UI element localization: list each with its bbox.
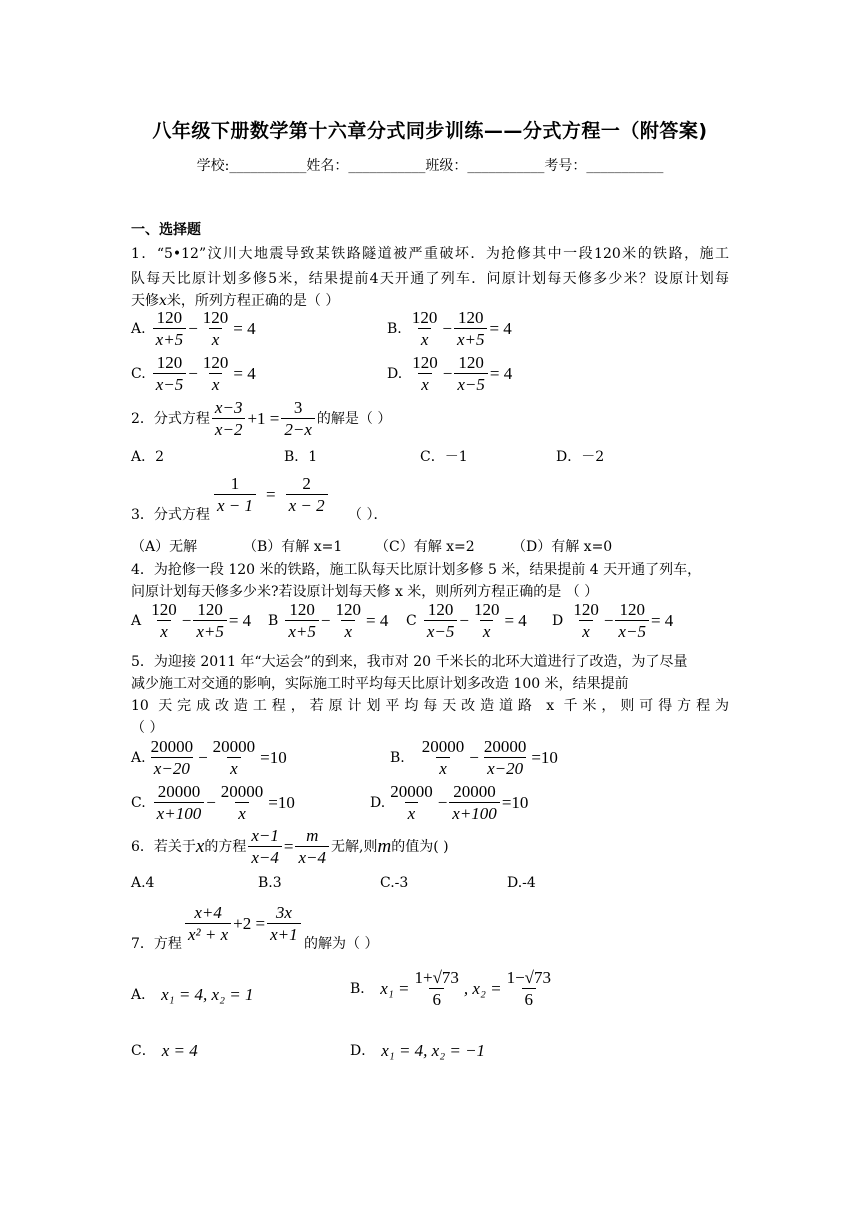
q4-line2: 问原计划每天修多少米?若设原计划每天修 x 米，则所列方程正确的是 （ ） xyxy=(131,584,599,600)
q3-equation: $\frac{1}{x - 1}$ = $\frac{2}{x - 2}$ xyxy=(212,474,330,515)
q2-stem: 2．分式方程 $\frac{x-3}{x-2}$ +1 = $\frac{3}{2-x}$ 的解是（ ） xyxy=(131,398,392,439)
q4-option-d[interactable]: D $\frac{120}{x}$ − $\frac{120}{x-5}$ = 4 xyxy=(552,600,674,641)
q2-option-d[interactable]: D．－2 xyxy=(556,449,605,465)
section-heading: 一、选择题 xyxy=(131,222,201,238)
q1-line3: 天修x米，所列方程正确的是（ ） xyxy=(131,293,340,309)
q5-option-a[interactable]: A. $\frac{20000}{x-20}$ − $\frac{20000}{x}$ =10 xyxy=(131,737,287,778)
q6-option-b[interactable]: B.3 xyxy=(258,875,282,891)
q7-option-a[interactable]: A． x₁ = 4, x₂ = 1 xyxy=(131,984,254,1004)
q5-line4: （ ） xyxy=(131,720,164,736)
q7-option-c[interactable]: C． x = 4 xyxy=(131,1040,198,1060)
q6-option-d[interactable]: D.-4 xyxy=(507,875,536,891)
student-info-line: 学校:___________姓名：___________班级：___________考号：___________ xyxy=(196,158,664,174)
q6-stem: 6．若关于x的方程 $\frac{x-1}{x-4}$ = $\frac{m}{x-4}$ 无解,则m的值为( ) xyxy=(131,826,449,867)
q5-line3: 10 天完成改造工程，若原计划平均每天改造道路 x 千米，则可得方程为 xyxy=(131,698,729,714)
q3-option-d[interactable]: （D）有解 x=0 xyxy=(512,539,613,555)
q5-line2: 减少施工对交通的影响，实际施工时平均每天比原计划多改造 100 米，结果提前 xyxy=(131,676,629,692)
q1-option-b[interactable]: B. $\frac{120}{x}$ − $\frac{120}{x+5}$ = 4 xyxy=(387,308,512,349)
q4-option-b[interactable]: B $\frac{120}{x+5}$ − $\frac{120}{x}$ = 4 xyxy=(268,600,389,641)
q1-option-a[interactable]: A. $\frac{120}{x+5}$ − $\frac{120}{x}$ = 4 xyxy=(131,308,256,349)
q1-line2: 队每天比原计划多修5米，结果提前4天开通了列车．问原计划每天修多少米？设原计划每 xyxy=(131,271,729,287)
q4-line1: 4．为抢修一段 120 米的铁路，施工队每天比原计划多修 5 米，结果提前 4 天开通了列车， xyxy=(131,562,702,578)
q3-prefix: 3．分式方程 xyxy=(131,507,210,523)
q3-option-c[interactable]: （C）有解 x=2 xyxy=(375,539,475,555)
q7-option-d[interactable]: D． x₁ = 4, x₂ = −1 xyxy=(350,1040,486,1060)
q7-prefix: 7．方程 xyxy=(131,936,182,952)
q6-option-a[interactable]: A.4 xyxy=(131,875,155,891)
q6-option-c[interactable]: C.-3 xyxy=(380,875,409,891)
q2-option-a[interactable]: A．2 xyxy=(131,449,165,465)
q5-option-d[interactable]: D. $\frac{20000}{x}$ − $\frac{20000}{x+100}$ =10 xyxy=(370,782,529,823)
q3-suffix: （ ）． xyxy=(348,507,388,523)
q7-suffix: 的解为（ ） xyxy=(304,936,379,952)
q1-option-c[interactable]: C. $\frac{120}{x-5}$ − $\frac{120}{x}$ = 4 xyxy=(131,353,256,394)
q3-option-b[interactable]: （B）有解 x=1 xyxy=(243,539,343,555)
q2-option-c[interactable]: C．－1 xyxy=(420,449,468,465)
q4-option-a[interactable]: A $\frac{120}{x}$ − $\frac{120}{x+5}$ = 4 xyxy=(131,600,252,641)
q4-option-c[interactable]: C $\frac{120}{x-5}$ − $\frac{120}{x}$ = 4 xyxy=(406,600,527,641)
q5-option-b[interactable]: B. $\frac{20000}{x}$ − $\frac{20000}{x-20}$ =10 xyxy=(390,737,558,778)
q7-option-b[interactable]: B． x₁ = $\frac{1+√73}{6}$ , x₂ = $\frac{1-√73}{6}$ xyxy=(350,968,552,1009)
q5-line1: 5．为迎接 2011 年“大运会”的到来，我市对 20 千米长的北环大道进行了改造，为了尽量 xyxy=(131,654,688,670)
q3-option-a[interactable]: （A）无解 xyxy=(131,539,198,555)
q1-option-d[interactable]: D. $\frac{120}{x}$ − $\frac{120}{x-5}$ = 4 xyxy=(387,353,513,394)
q2-option-b[interactable]: B．1 xyxy=(284,449,318,465)
q7-equation: $\frac{x+4}{\text{x² + x}}$ +2 = $\frac{3x}{x+1}$ xyxy=(183,903,303,944)
q1-line1: 1．“5•12”汶川大地震导致某铁路隧道被严重破坏．为抢修其中一段120米的铁路，施工 xyxy=(131,246,729,262)
page-title: 八年级下册数学第十六章分式同步训练——分式方程一（附答案) xyxy=(152,120,708,142)
q5-option-c[interactable]: C. $\frac{20000}{x+100}$ − $\frac{20000}{x}$ =10 xyxy=(131,782,295,823)
